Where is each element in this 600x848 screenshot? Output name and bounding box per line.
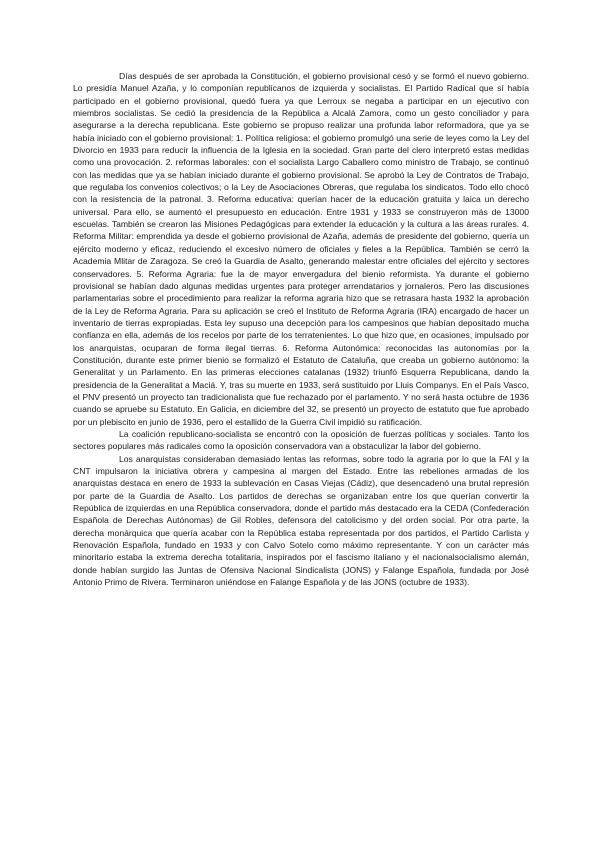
paragraph-oposicion: La coalición republicano-socialista se encontró con la oposición de fuerzas políticas y sociales. Tanto los sectores populares más radicales como la oposición conservadora van a obstaculizar la labor del gobierno. (73, 428, 529, 452)
paragraph-anarquistas-derechas: Los anarquistas consideraban demasiado lentas las reformas, sobre todo la agraria por lo que la FAI y la CNT impulsaron la iniciativa obrera y campesina al margen del Estado. Entre las rebeliones armadas de los anarquistas destaca en enero de 1933 la sublevación en Casas Viejas (Cádiz), que desencadenó una brutal represión por parte de la Guardia de Asalto. Los partidos de derechas se organizaban entre los que querían convertir la República de izquierdas en una República conservadora, donde el partido más destacado era la CEDA (Confederación Española de Derechas Autónomas) de Gil Robles, defensora del catolicismo y del orden social. Por otra parte, la derecha monárquica que quería acabar con la República estaba representada por dos partidos, el Partido Carlista y Renovación Española, fundado en 1933 y con Calvo Sotelo como máximo representante. Y con un carácter más minoritario estaba la extrema derecha totalitaria, inspirados por el fascismo italiano y el nacionalsocialismo alemán, donde habían surgido las Juntas de Ofensiva Nacional Sindicalista (JONS) y Falange Española, fundada por José Antonio Primo de Rivera. Terminaron uniéndose en Falange Española y de las JONS (octubre de 1933). (73, 453, 529, 588)
paragraph-bienio-reformista: Días después de ser aprobada la Constitución, el gobierno provisional cesó y se formó el nuevo gobierno. Lo presidía Manuel Azaña, y lo componían republicanos de izquierda y socialistas. El Partido Radical que sí había participado en el gobierno provisional, quedó fuera ya que Lerroux se negaba a participar en un ejecutivo con miembros socialistas. Se cedió la presidencia de la República a Alcalá Zamora, como un gesto conciliador y para asegurarse a la derecha republicana. Este gobierno se propuso realizar una profunda labor reformadora, que ya se había iniciado con el gobierno provisional: 1. Política religiosa: el gobierno promulgó una serie de leyes como la Ley del Divorcio en 1933 para reducir la influencia de la Iglesia en la sociedad. Gran parte del clero interpretó estas medidas como una provocación. 2. reformas laborales: con el socialista Largo Caballero como ministro de Trabajo, se continuó con las medidas que ya se habían iniciado durante el gobierno provisional. Se aprobó la Ley de Contratos de Trabajo, que regulaba los convenios colectivos; o la Ley de Asociaciones Obreras, que regulaba los sindicatos. Todo ello chocó con la resistencia de la patronal. 3. Reforma educativa: querían hacer de la educación gratuita y laica un derecho universal. Para ello, se aumentó el presupuesto en educación. Entre 1931 y 1933 se construyeron más de 13000 escuelas. También se crearon las Misiones Pedagógicas para extender la educación y la cultura a las áreas rurales. 4. Reforma Militar: emprendida ya desde el gobierno provisional de Azaña, además de presidente del gobierno, quería un ejército moderno y eficaz, reduciendo el excesivo número de oficiales y fieles a la República. También se cerró la Academia Mlitar de Zaragoza. Se creó la Guardia de Asalto, generando malestar entre oficiales del ejército y sectores conservadores. 5. Reforma Agraria: fue la de mayor envergadura del bienio reformista. Ya durante el gobierno provisional se habían dado algunas medidas urgentes para proteger arrendatarios y jornaleros. Pero las discusiones parlamentarias sobre el procedimiento para realizar la reforma agraria hizo que se retrasara hasta 1932 la aprobación de la Ley de Reforma Agraria. Para su aplicación se creó el Instituto de Reforma Agraria (IRA) encargado de hacer un inventario de tierras expropiadas. Esta ley supuso una decepción para los campesinos que habían depositado mucha confianza en ella, además de los recelos por parte de los terratenientes. Lo que hizo que, en ocasiones, impulsado por los anarquistas, ocuparan de forma ilegal tierras. 6. Reforma Autonómica: reconocidas las autonomías por la Constitución, durante este primer bienio se formalizó el Estatuto de Cataluña, que creaba un gobierno autónomo: la Generalitat y un Parlamento. En las primeras elecciones catalanas (1932) triunfó Esquerra Republicana, dando la presidencia de la Generalitat a Maciá. Y, tras su muerte en 1933, será sustituido por Lluis Companys. En el País Vasco, el PNV presentó un proyecto tan tradicionalista que fue rechazado por el parlamento. Y no será hasta octubre de 1936 cuando se apruebe su Estatuto. En Galicia, en diciembre del 32, se presentó un proyecto de estatuto que fue aprobado por un plebiscito en junio de 1936, pero el estallido de la Guerra Civil impidió su ratificación. (73, 71, 529, 427)
document-body (73, 70, 529, 588)
